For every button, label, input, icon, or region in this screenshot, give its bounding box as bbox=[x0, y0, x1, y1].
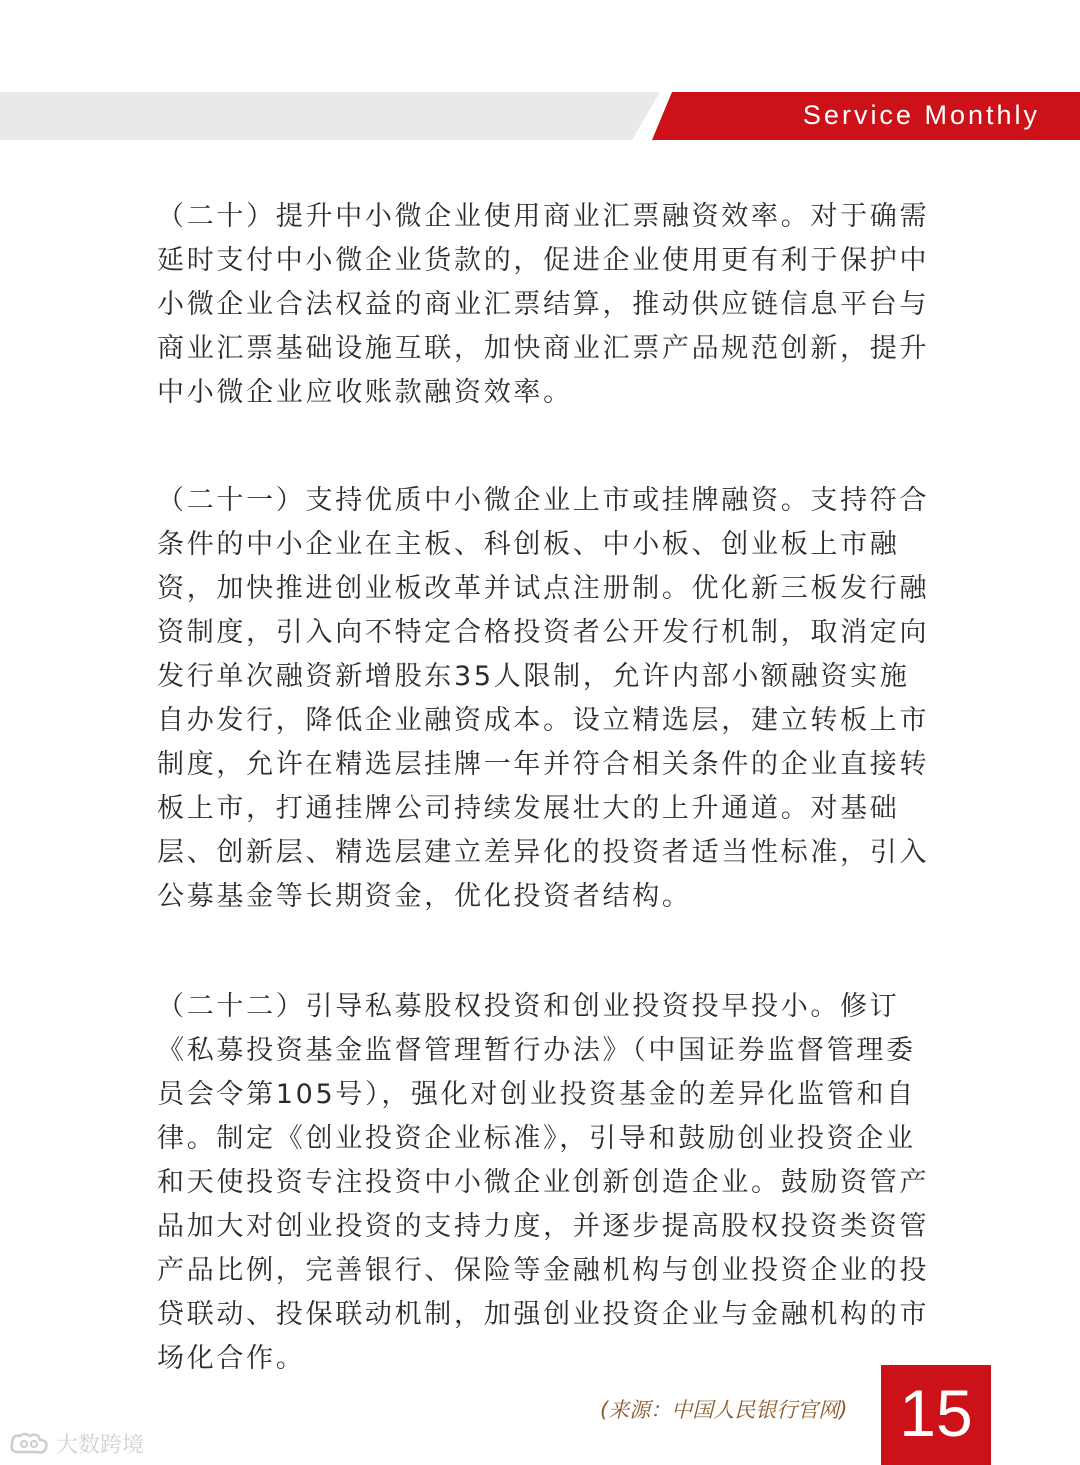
source-note: (来源：中国人民银行官网) bbox=[600, 1398, 848, 1422]
article-body bbox=[157, 195, 939, 1381]
header-title: Service Monthly bbox=[802, 100, 1040, 130]
paragraph-20: （二十）提升中小微企业使用商业汇票融资效率。对于确需延时支付中小微企业货款的，促进企业使用更有利于保护中小微企业合法权益的商业汇票结算，推动供应链信息平台与商业汇票基础设施互联，加快商业汇票产品规范创新，提升中小微企业应收账款融资效率。 bbox=[157, 201, 930, 408]
watermark-text: 大数跨境 bbox=[56, 1432, 145, 1458]
header-band bbox=[0, 92, 1080, 140]
page-number: 15 bbox=[881, 1365, 991, 1465]
watermark-logo-icon bbox=[8, 1430, 52, 1456]
paragraph-22: （二十二）引导私募股权投资和创业投资投早投小。修订《私募投资基金监督管理暂行办法》（中国证券监督管理委员会令第105号），强化对创业投资基金的差异化监管和自律。制定《创业投资企业标准》，引导和鼓励创业投资企业和天使投资专注投资中小微企业创新创造企业。鼓励资管产品加大对创业投资的支持力度，并逐步提高股权投资类资管产品比例，完善银行、保险等金融机构与创业投资企业的投贷联动、投保联动机制，加强创业投资企业与金融机构的市场化合作。 bbox=[157, 991, 930, 1374]
watermark bbox=[8, 1428, 144, 1458]
header-gray-strip bbox=[0, 92, 660, 140]
paragraph-21: （二十一）支持优质中小微企业上市或挂牌融资。支持符合条件的中小企业在主板、科创板、中小板、创业板上市融资，加快推进创业板改革并试点注册制。优化新三板发行融资制度，引入向不特定合格投资者公开发行机制，取消定向发行单次融资新增股东35人限制，允许内部小额融资实施自办发行，降低企业融资成本。设立精选层，建立转板上市制度，允许在精选层挂牌一年并符合相关条件的企业直接转板上市，打通挂牌公司持续发展壮大的上升通道。对基础层、创新层、精选层建立差异化的投资者适当性标准，引入公募基金等长期资金，优化投资者结构。 bbox=[157, 485, 930, 912]
